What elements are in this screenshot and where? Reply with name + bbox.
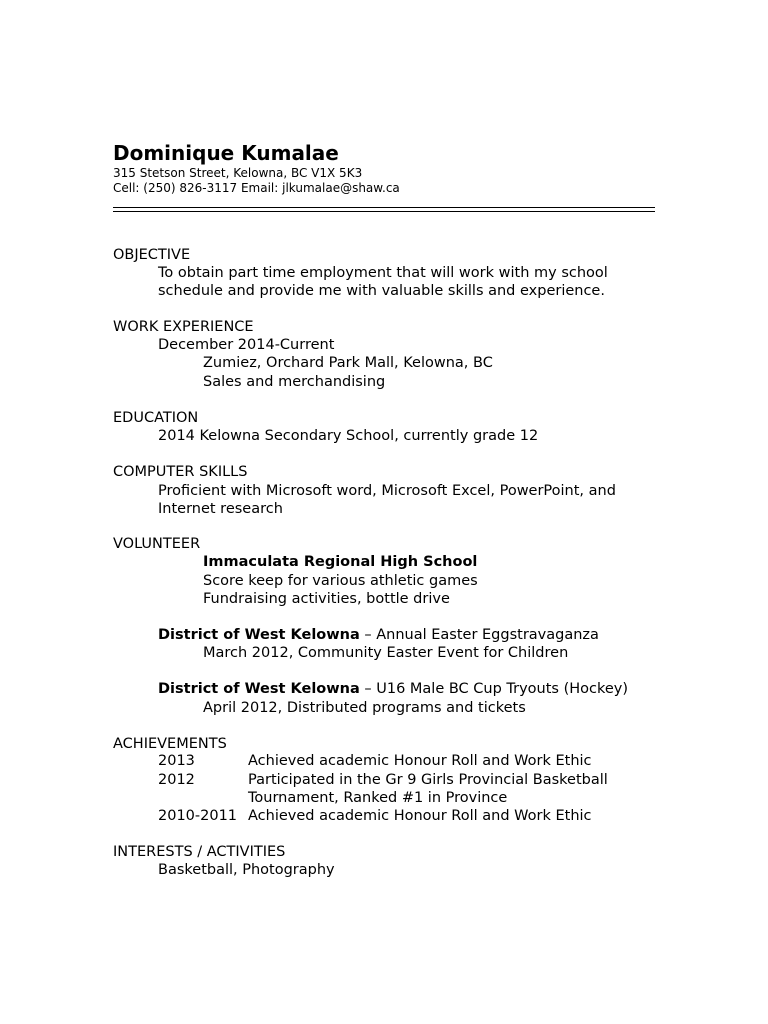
- work-date: December 2014-Current: [158, 337, 335, 353]
- volunteer-heading: VOLUNTEER: [113, 536, 201, 552]
- objective-heading: OBJECTIVE: [113, 247, 191, 263]
- achievement-text: Achieved academic Honour Roll and Work Ethic: [248, 808, 592, 824]
- achievement-year: 2010-2011: [158, 808, 238, 824]
- volunteer-org: District of West Kelowna: [158, 681, 360, 697]
- education-heading: EDUCATION: [113, 410, 199, 426]
- achievement-text: Participated in the Gr 9 Girls Provincial Basketball: [248, 772, 608, 788]
- volunteer-org: District of West Kelowna: [158, 627, 360, 643]
- header-divider-top: [113, 207, 655, 208]
- achievements-heading: ACHIEVEMENTS: [113, 736, 227, 752]
- computer-skills-heading: COMPUTER SKILLS: [113, 464, 248, 480]
- candidate-name: Dominique Kumalae: [113, 141, 339, 165]
- volunteer-detail: March 2012, Community Easter Event for Children: [203, 645, 569, 661]
- education-line: 2014 Kelowna Secondary School, currently grade 12: [158, 428, 539, 444]
- address-line: 315 Stetson Street, Kelowna, BC V1X 5K3: [113, 166, 363, 180]
- volunteer-entry: [158, 626, 599, 644]
- interests-line: Basketball, Photography: [158, 862, 335, 878]
- achievement-year: 2012: [158, 772, 195, 788]
- achievement-text: Tournament, Ranked #1 in Province: [248, 790, 508, 806]
- achievement-year: 2013: [158, 753, 195, 769]
- computer-skills-line: Proficient with Microsoft word, Microsoft Excel, PowerPoint, and: [158, 483, 616, 499]
- volunteer-event: – U16 Male BC Cup Tryouts (Hockey): [359, 681, 629, 697]
- volunteer-detail: Fundraising activities, bottle drive: [203, 591, 450, 607]
- achievement-text: Achieved academic Honour Roll and Work Ethic: [248, 753, 592, 769]
- contact-line: Cell: (250) 826-3117 Email: jlkumalae@shaw.ca: [113, 181, 400, 195]
- objective-line: To obtain part time employment that will work with my school: [158, 265, 608, 281]
- interests-heading: INTERESTS / ACTIVITIES: [113, 844, 286, 860]
- computer-skills-line: Internet research: [158, 501, 283, 517]
- work-role: Sales and merchandising: [203, 374, 386, 390]
- work-employer: Zumiez, Orchard Park Mall, Kelowna, BC: [203, 355, 493, 371]
- work-experience-heading: WORK EXPERIENCE: [113, 319, 254, 335]
- volunteer-event: – Annual Easter Eggstravaganza: [359, 627, 599, 643]
- volunteer-entry: [158, 680, 628, 698]
- volunteer-detail: April 2012, Distributed programs and tickets: [203, 700, 526, 716]
- volunteer-detail: Score keep for various athletic games: [203, 573, 478, 589]
- volunteer-org: Immaculata Regional High School: [203, 554, 478, 570]
- objective-line: schedule and provide me with valuable skills and experience.: [158, 283, 605, 299]
- header-divider-bottom: [113, 211, 655, 212]
